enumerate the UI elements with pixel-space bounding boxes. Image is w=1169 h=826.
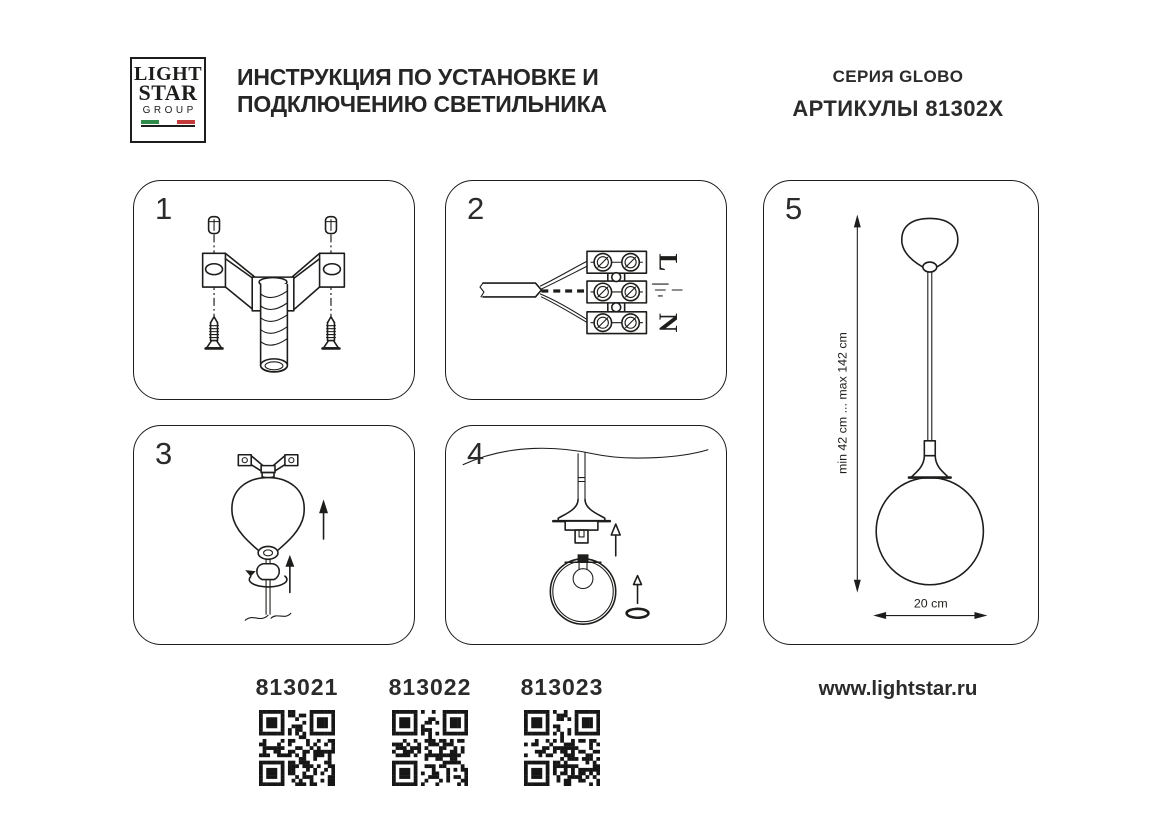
terminal-l-label: L xyxy=(653,253,684,272)
cord-grip xyxy=(258,546,278,559)
step-panel-2 xyxy=(445,180,727,400)
flag-underline xyxy=(141,125,195,127)
terminal-row-neutral xyxy=(587,312,646,334)
lamp-socket xyxy=(909,441,951,478)
pendant-dimensions-diagram xyxy=(764,181,1038,644)
screw-right xyxy=(323,317,340,349)
suspension-rod xyxy=(578,453,585,500)
height-dimension xyxy=(835,214,860,592)
globe-attachment-diagram xyxy=(446,426,726,644)
up-arrow-socket xyxy=(611,524,620,556)
website-link: www.lightstar.ru xyxy=(818,677,978,700)
article-code: 813022 xyxy=(388,674,472,700)
page-title xyxy=(237,64,607,118)
qr-code xyxy=(392,710,468,786)
screw-left xyxy=(206,317,223,349)
spine-hole-bottom xyxy=(612,303,621,312)
canopy-installation-diagram xyxy=(134,426,414,644)
step-number-3: 3 xyxy=(155,436,173,471)
header-right xyxy=(758,67,1038,122)
wire-live xyxy=(540,260,591,289)
article-block-2 xyxy=(355,674,505,791)
lightstar-logo xyxy=(130,57,206,143)
bulb xyxy=(573,563,593,589)
logo-text-group: GROUP xyxy=(142,105,197,116)
qr-code xyxy=(259,710,335,786)
italian-flag-stripe xyxy=(141,120,195,124)
bracket-plate-left xyxy=(203,253,226,287)
strain-relief-ball xyxy=(257,564,279,580)
logo-text-light: LIGHT xyxy=(133,63,203,85)
glass-globe xyxy=(876,478,983,585)
title-line-2: ПОДКЛЮЧЕНИЮ СВЕТИЛЬНИКА xyxy=(237,91,607,117)
terminal-n-label: N xyxy=(653,313,684,333)
logo-text-star: STAR xyxy=(138,80,198,105)
article-block-3 xyxy=(487,674,637,791)
step-panel-4 xyxy=(445,425,727,645)
wall-dowel-left xyxy=(209,217,220,234)
terminal-row-earth xyxy=(587,281,646,303)
step-number-1: 1 xyxy=(155,191,173,226)
up-arrow-large xyxy=(319,499,328,539)
step-number-5: 5 xyxy=(785,191,803,226)
up-arrow-ring xyxy=(634,576,642,604)
article-code: 813023 xyxy=(520,674,604,700)
spine-hole-top xyxy=(612,273,621,282)
threaded-tube xyxy=(261,284,288,372)
cord-break-line xyxy=(245,613,291,620)
wire-neutral xyxy=(540,294,591,325)
terminal-wiring-diagram xyxy=(446,181,726,399)
step-panel-3 xyxy=(133,425,415,645)
mounting-bracket-diagram xyxy=(134,181,414,399)
up-arrow-small xyxy=(285,555,294,593)
step-number-4: 4 xyxy=(467,436,485,471)
wall-dowel-right xyxy=(326,217,337,234)
article-code: 813021 xyxy=(255,674,339,700)
step-panel-5 xyxy=(763,180,1039,645)
article-block-1 xyxy=(222,674,372,791)
width-dimension-label: 20 cm xyxy=(913,596,948,611)
lamp-socket xyxy=(553,499,609,543)
canopy-dome xyxy=(902,218,958,267)
series-label: СЕРИЯ GLOBO xyxy=(832,67,964,86)
articles-heading: АРТИКУЛЫ 81302X xyxy=(792,96,1004,121)
mains-cable xyxy=(480,283,541,297)
canopy-dome xyxy=(232,478,304,552)
width-dimension xyxy=(873,597,987,619)
height-dimension-label: min 42 cm ... max 142 cm xyxy=(835,332,850,474)
cord-grip xyxy=(923,262,937,272)
step-panel-1 xyxy=(133,180,415,400)
retaining-ring xyxy=(627,609,649,618)
suspension-cord xyxy=(928,272,932,441)
step-number-2: 2 xyxy=(467,191,485,226)
title-line-1: ИНСТРУКЦИЯ ПО УСТАНОВКЕ И xyxy=(237,64,599,90)
terminal-row-live xyxy=(587,251,646,273)
bracket-plate-right xyxy=(320,253,345,287)
qr-code xyxy=(524,710,600,786)
glass-globe xyxy=(550,554,615,624)
ground-symbol-icon xyxy=(652,284,682,296)
